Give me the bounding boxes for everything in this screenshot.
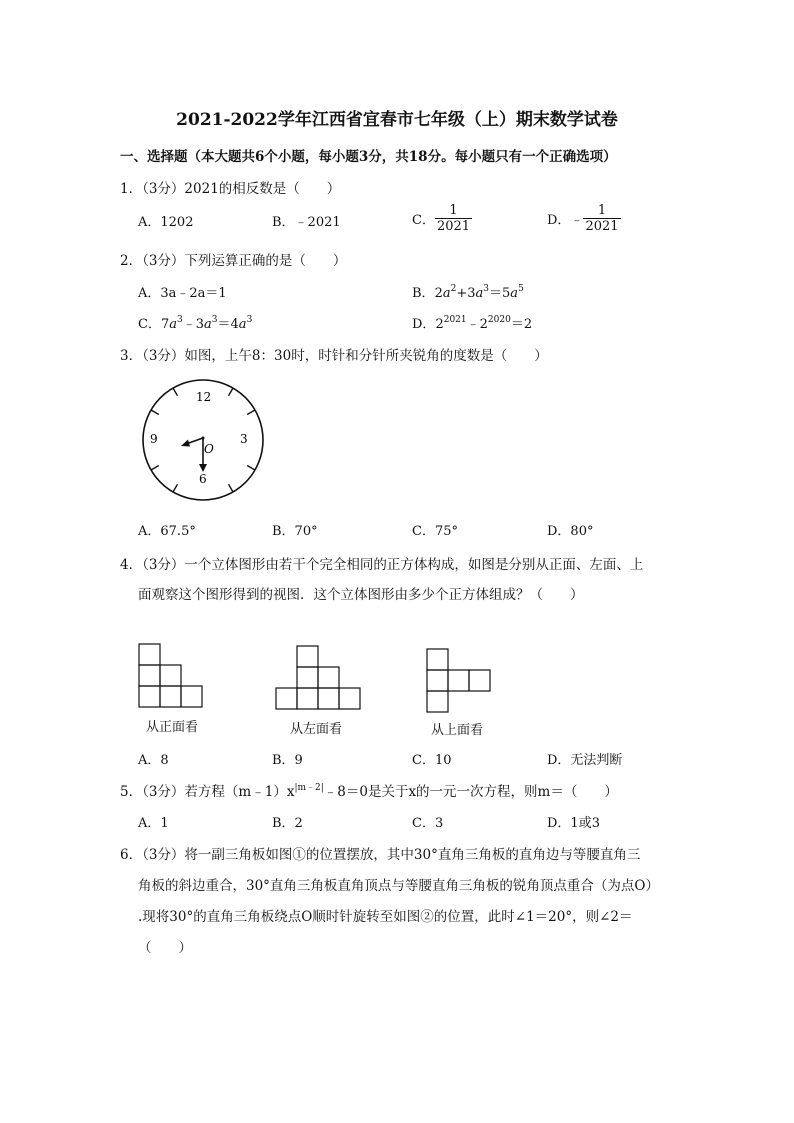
question-2-stem: 2．（3分）下列运算正确的是（ ）	[120, 253, 347, 269]
clock-number-9: 9	[150, 432, 158, 446]
fraction-numerator: 1	[435, 203, 472, 219]
q2-option-c-label: C．	[138, 317, 161, 332]
q5-exponent: |m﹣2|	[294, 783, 324, 793]
q3-option-c: C．75°	[412, 524, 458, 539]
q5-option-b: B．2	[272, 816, 303, 831]
question-5-stem	[120, 780, 618, 800]
top-view-figure	[426, 648, 492, 714]
q5-option-c: C．3	[412, 816, 444, 831]
fraction-denominator: 2021	[585, 219, 619, 234]
q2-option-a-expr: 3a﹣2a＝1	[160, 286, 227, 301]
q2-option-a-label: A．	[138, 286, 161, 301]
q4-option-c: C．10	[412, 753, 452, 768]
question-4-stem-line2: 面观察这个图形得到的视图．这个立体图形由多少个正方体组成？（ ）	[138, 587, 584, 603]
question-4-stem-line1: 4．（3分）一个立体图形由若干个完全相同的正方体构成，如图是分别从正面、左面、上	[120, 557, 644, 573]
clock-figure	[138, 375, 270, 507]
q5-stem-pre: 5．（3分）若方程（m﹣1）x	[120, 784, 295, 800]
q3-option-b: B．70°	[272, 524, 318, 539]
section-heading: 一、选择题（本大题共6个小题，每小题3分，共18分。每小题只有一个正确选项）	[120, 149, 617, 165]
q1-option-d	[547, 203, 621, 234]
q1-option-a: A．1202	[138, 215, 194, 230]
question-6-line4: （ ）	[138, 940, 192, 956]
q1-option-d-fraction	[583, 203, 620, 234]
page-title: 2021-2022学年江西省宜春市七年级（上）期末数学试卷	[176, 110, 618, 130]
q2-option-b-label: B．	[412, 286, 435, 301]
hour-hand-arrow	[181, 440, 190, 447]
q1-option-c	[412, 203, 472, 234]
q3-option-d: D．80°	[547, 524, 594, 539]
q4-option-a: A．8	[138, 753, 169, 768]
q1-option-b: B．﹣2021	[272, 215, 341, 230]
q3-option-a: A．67.5°	[138, 524, 196, 539]
q5-option-d: D．1或3	[547, 816, 600, 831]
q4-option-d: D．无法判断	[547, 753, 623, 768]
q4-option-b: B．9	[272, 753, 303, 768]
left-view-figure	[275, 645, 363, 711]
top-view-caption: 从上面看	[431, 723, 484, 738]
q1-option-c-label: C．	[412, 213, 435, 228]
question-6-line3: .现将30°的直角三角板绕点O顺时针旋转至如图②的位置，此时∠1＝20°，则∠2＝	[138, 909, 633, 925]
fraction-numerator: 1	[583, 203, 620, 219]
q2-option-d: D．$2^{2021}﹣2^{2020}=2$	[412, 315, 533, 332]
q2-option-b: B．$2a^2+3a^3=5a^5$	[412, 284, 524, 301]
question-1-stem: 1．（3分）2021的相反数是（ ）	[120, 181, 341, 197]
question-6-line1: 6．（3分）将一副三角板如图①的位置摆放，其中30°直角三角板的直角边与等腰直角三	[120, 847, 641, 863]
question-3-stem: 3．（3分）如图，上午8：30时，时针和分针所夹锐角的度数是（ ）	[120, 348, 548, 364]
q2-option-c: C．$7a^3﹣3a^3=4a^3$	[138, 315, 253, 332]
q1-option-d-label: D．﹣	[547, 213, 584, 228]
clock-number-12: 12	[196, 390, 212, 404]
q2-option-d-label: D．	[412, 317, 436, 332]
minute-hand-arrow	[199, 464, 207, 472]
front-view-figure	[138, 643, 204, 709]
front-view-caption: 从正面看	[146, 720, 199, 735]
q5-option-a: A．1	[138, 816, 169, 831]
q5-stem-post: ﹣8＝0是关于x的一元一次方程，则m＝（ ）	[323, 784, 618, 800]
question-6-line2: 角板的斜边重合，30°直角三角板直角顶点与等腰直角三角板的锐角顶点重合（为点O）	[138, 878, 659, 894]
q2-option-a	[138, 282, 227, 301]
fraction-denominator: 2021	[436, 219, 471, 234]
clock-center-dot	[202, 437, 205, 440]
q1-option-c-fraction	[435, 203, 472, 234]
left-view-caption: 从左面看	[290, 722, 343, 737]
clock-center-label: O	[204, 442, 214, 456]
clock-number-6: 6	[199, 472, 207, 486]
clock-number-3: 3	[240, 432, 248, 446]
